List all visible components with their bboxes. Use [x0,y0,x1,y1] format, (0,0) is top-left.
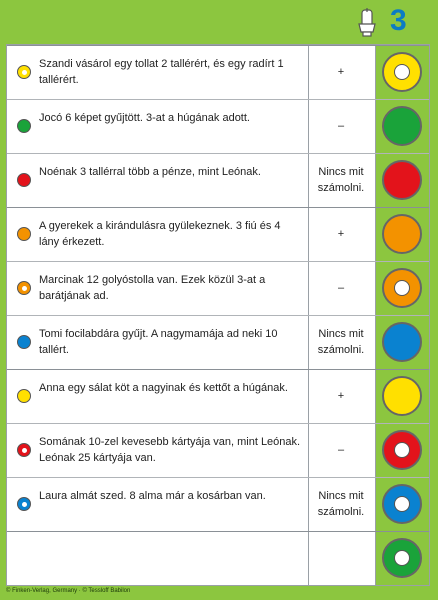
small-green-dot-icon [17,119,31,133]
page-number: 3 [390,4,407,37]
row-separator [7,369,429,370]
problem-text: Tomi focilabdára gyűjt. A nagymamája ad neki 10 tallért. [39,328,278,356]
dot-hole [22,70,27,75]
circle-hole [394,442,410,458]
small-blue-dot-icon [17,335,31,349]
row-separator [7,261,429,262]
small-yellow-dot-icon [17,389,31,403]
big-red-circle-icon [382,160,422,200]
big-orange-circle-icon [382,268,422,308]
row-separator [7,423,429,424]
operation-label: Nincs mit számolni. [317,328,365,356]
problem-text: Jocó 6 képet gyűjtött. 3-at a húgának adott. [39,112,250,124]
problem-text: Szandi vásárol egy tollat 2 tallérért, és egy radírt 1 tallérért. [39,58,284,86]
big-yellow-circle-icon [382,376,422,416]
circle-hole [394,496,410,512]
dot-hole [22,286,27,291]
problem-text: Anna egy sálat köt a nagyinak és kettőt a húgának. [39,382,288,394]
row-separator [7,99,429,100]
problem-text: Marcinak 12 golyóstolla van. Ezek közül 3-at a barátjának ad. [39,274,266,302]
small-orange-dot-icon [17,281,31,295]
big-green-circle-icon [382,106,422,146]
operation-label: – [337,444,345,456]
row-separator [7,477,429,478]
operation-label: – [337,120,345,132]
small-orange-dot-icon [17,227,31,241]
problem-text: Noénak 3 tallérral több a pénze, mint Leónak. [39,166,261,178]
small-red-dot-icon [17,443,31,457]
operation-label: Nincs mit számolni. [317,166,365,194]
dot-hole [22,448,27,453]
operation-label: + [337,66,345,78]
big-red-circle-icon [382,430,422,470]
circle-hole [394,550,410,566]
header [0,0,438,44]
big-orange-circle-icon [382,214,422,254]
big-blue-circle-icon [382,484,422,524]
problem-text: Laura almát szed. 8 alma már a kosárban van. [39,490,266,502]
lightbulb-icon [356,8,378,38]
row-separator [7,315,429,316]
row-separator [7,45,429,46]
circle-hole [394,280,410,296]
copyright-footer: © Finken-Verlag, Germany · © Tessloff Babilon [6,588,131,594]
problem-text: Somának 10-zel kevesebb kártyája van, mint Leónak. Leónak 25 kártyája van. [39,436,301,464]
exercise-card [6,44,430,586]
big-blue-circle-icon [382,322,422,362]
operation-label: – [337,282,345,294]
row-separator [7,531,429,532]
row-separator [7,207,429,208]
operation-label: + [337,228,345,240]
problem-text: A gyerekek a kirándulásra gyülekeznek. 3 fiú és 4 lány érkezett. [39,220,281,248]
small-red-dot-icon [17,173,31,187]
operation-label: + [337,390,345,402]
dot-hole [22,502,27,507]
big-yellow-circle-icon [382,52,422,92]
circle-hole [394,64,410,80]
big-green-circle-icon [382,538,422,578]
row-separator [7,153,429,154]
operation-label: Nincs mit számolni. [317,490,365,518]
small-yellow-dot-icon [17,65,31,79]
small-blue-dot-icon [17,497,31,511]
